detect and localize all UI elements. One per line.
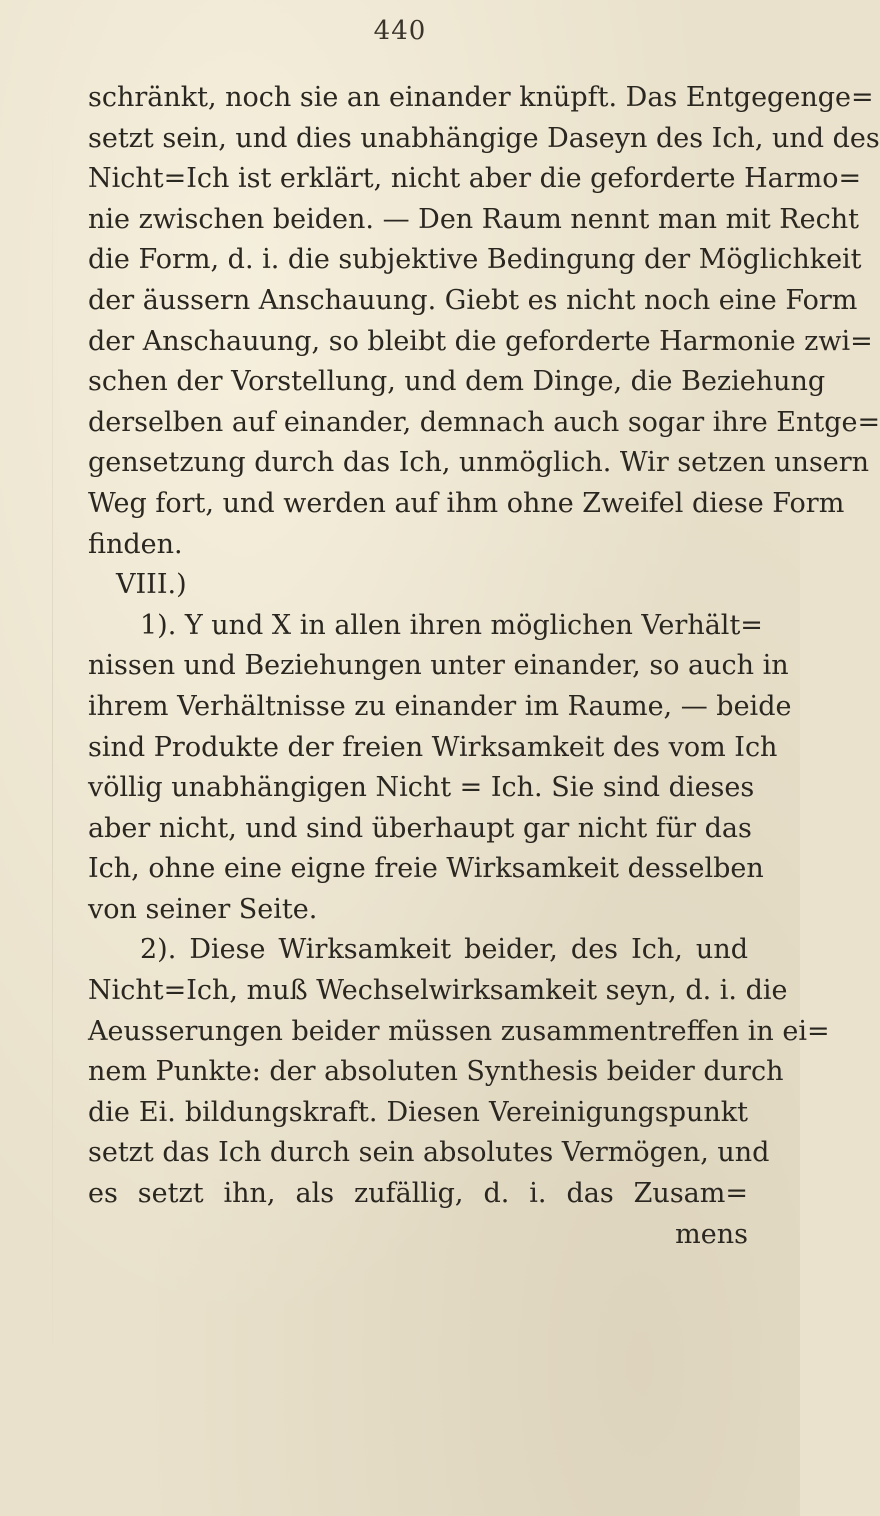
text-line: nem Punkte: der absoluten Synthesis beider durch [88,1056,784,1088]
text-line: es setzt ihn, als zufällig, d. i. das Zusam= [88,1178,748,1210]
text-line: gensetzung durch das Ich, unmöglich. Wir setzen unsern [88,447,870,479]
text-line: 2). Diese Wirksamkeit beider, des Ich, und [140,934,748,966]
text-line: nie zwischen beiden. — Den Raum nennt man mit Recht [88,203,859,235]
text-line: der äussern Anschauung. Giebt es nicht noch eine Form [88,284,858,316]
text-line: finden. [88,528,183,560]
text-line: Aeusserungen beider müssen zusammentreffen in ei= [88,1015,830,1047]
text-line: völlig unabhängigen Nicht = Ich. Sie sind dieses [88,772,755,804]
text-line: schen der Vorstellung, und dem Dinge, die Beziehung [88,366,826,398]
text-line: derselben auf einander, demnach auch sogar ihre Entge= [88,406,880,438]
page-number: 440 [373,16,427,46]
text-line: Weg fort, und werden auf ihm ohne Zweifel diese Form [88,487,845,519]
page-fold-shadow [52,100,53,1400]
catchword: mens [675,1218,748,1250]
text-line: sind Produkte der freien Wirksamkeit des vom Ich [88,731,778,763]
text-line: Nicht=Ich, muß Wechselwirksamkeit seyn, d. i. die [88,975,788,1007]
text-line: die Ei. bildungskraft. Diesen Vereinigungspunkt [88,1096,748,1128]
body-text [88,78,880,1255]
text-line: aber nicht, und sind überhaupt gar nicht für das [88,812,752,844]
text-line: schränkt, noch sie an einander knüpft. Das Entgegenge= [88,82,874,113]
text-line: die Form, d. i. die subjektive Bedingung der Möglichkeit [88,244,862,276]
text-line: setzt sein, und dies unabhängige Daseyn des Ich, und des [88,122,880,154]
text-line: Ich, ohne eine eigne freie Wirksamkeit desselben [88,853,764,885]
text-line: der Anschauung, so bleibt die geforderte Harmonie zwi= [88,325,873,357]
text-line: Nicht=Ich ist erklärt, nicht aber die geforderte Harmo= [88,163,862,195]
text-line: von seiner Seite. [88,893,318,925]
text-line: 1). Y und X in allen ihren möglichen Verhält= [140,609,763,641]
text-line: ihrem Verhältnisse zu einander im Raume, — beide [88,690,792,722]
text-line: nissen und Beziehungen unter einander, so auch in [88,650,789,682]
section-heading: VIII.) [116,569,187,601]
text-line: setzt das Ich durch sein absolutes Vermögen, und [88,1137,770,1169]
